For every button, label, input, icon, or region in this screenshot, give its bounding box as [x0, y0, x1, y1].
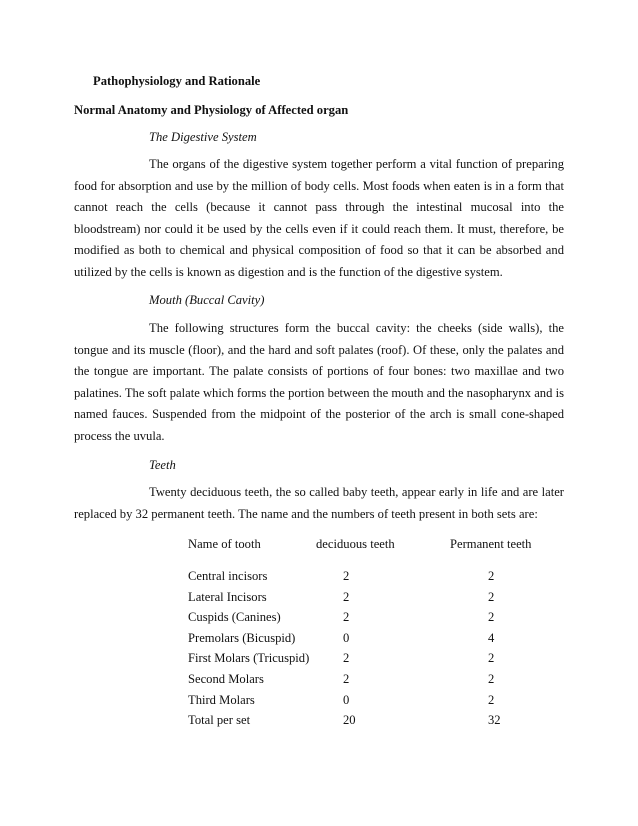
table-cell-deciduous: 2: [343, 651, 350, 666]
table-header-row: [188, 537, 568, 566]
table-row-total: [188, 710, 568, 731]
table-cell-permanent: 2: [488, 692, 495, 707]
table-cell-deciduous: 2: [343, 671, 350, 686]
table-cell-deciduous: 2: [343, 589, 350, 604]
table-cell-name: Lateral Incisors: [188, 589, 267, 604]
table-cell-permanent: 2: [488, 569, 495, 583]
paragraph-teeth: Twenty deciduous teeth, the so called baby teeth, appear early in life and are later replaced by 32 permanent teeth. The name and the numbers of teeth present in both sets are:: [74, 485, 564, 521]
table-cell-permanent: 32: [488, 713, 501, 728]
table-header-name: Name of tooth: [188, 537, 261, 551]
table-cell-deciduous: 20: [343, 713, 356, 728]
table-cell-deciduous: 2: [343, 610, 350, 625]
teeth-table: [188, 537, 568, 731]
table-cell-name: Total per set: [188, 713, 251, 728]
table-row: [188, 607, 568, 628]
table-row: [188, 587, 568, 608]
table-cell-name: Third Molars: [188, 692, 255, 707]
table-row: [188, 628, 568, 649]
table-row: [188, 566, 568, 587]
section-heading: Normal Anatomy and Physiology of Affected organ: [74, 103, 349, 117]
table-cell-deciduous: 2: [343, 569, 350, 583]
table-cell-permanent: 2: [488, 610, 495, 625]
table-cell-permanent: 2: [488, 671, 495, 686]
page-heading: Pathophysiology and Rationale: [93, 74, 261, 88]
table-cell-deciduous: 0: [343, 630, 350, 645]
table-row: [188, 690, 568, 711]
table-cell-permanent: 2: [488, 651, 495, 666]
table-cell-permanent: 4: [488, 630, 495, 645]
paragraph-mouth: The following structures form the buccal cavity: the cheeks (side walls), the tongue and its muscle (floor), and the hard and soft palates (roof). Of these, only the palates and the tongue are important. The palate consists of portions of four bones: two maxillae and two palatines. The soft palate which forms the portion between the mouth and the nasopharynx and is named fauces. Suspended from the midpoint of the posterior of the arch is small cone-shaped process the uvula.: [74, 321, 564, 443]
table-row: [188, 669, 568, 690]
subsection-title-mouth: Mouth (Buccal Cavity): [149, 293, 265, 307]
table-cell-name: Central incisors: [188, 569, 268, 583]
table-cell-name: Cuspids (Canines): [188, 610, 281, 625]
paragraph-digestive-system: The organs of the digestive system together perform a vital function of preparing food for absorption and use by the million of body cells. Most foods when eaten is in a form that cannot reach the cells (because it cannot pass through the intestinal mucosal into the bloodstream) nor could it be used by the cells even if it could reach them. It must, therefore, be modified as both to chemical and physical composition of food so that it can be absorbed and utilized by the cells is known as digestion and is the function of the digestive system.: [74, 157, 564, 279]
table-cell-permanent: 2: [488, 589, 495, 604]
subsection-title-digestive-system: The Digestive System: [149, 130, 257, 144]
table-row: [188, 648, 568, 669]
table-header-deciduous: deciduous teeth: [316, 537, 395, 551]
subsection-title-teeth: Teeth: [149, 458, 176, 472]
table-cell-name: First Molars (Tricuspid): [188, 651, 310, 666]
table-cell-name: Premolars (Bicuspid): [188, 630, 296, 645]
table-cell-deciduous: 0: [343, 692, 350, 707]
table-header-permanent: Permanent teeth: [450, 537, 532, 551]
table-cell-name: Second Molars: [188, 671, 264, 686]
